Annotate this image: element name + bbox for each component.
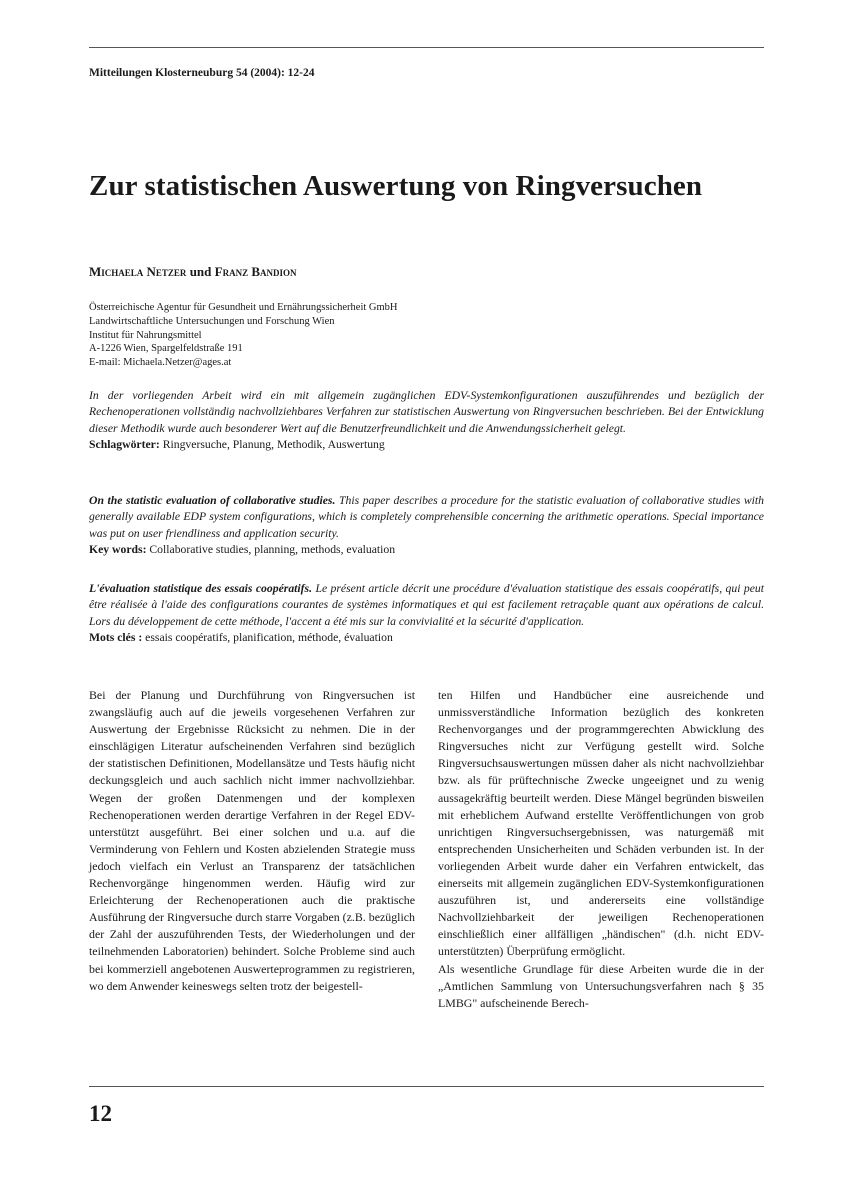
keywords-line bbox=[89, 542, 764, 558]
affiliation-line: Landwirtschaftliche Untersuchungen und Forschung Wien bbox=[89, 315, 335, 327]
affiliation-email: E-mail: Michaela.Netzer@ages.at bbox=[89, 357, 232, 369]
paper-title: Zur statistischen Auswertung von Ringversuchen bbox=[89, 170, 703, 202]
abstract-german bbox=[89, 388, 764, 453]
keywords-line bbox=[89, 630, 764, 646]
body-column-left bbox=[89, 687, 415, 995]
keywords-text: essais coopératifs, planification, méthode, évaluation bbox=[145, 630, 393, 644]
abstract-text: This paper describes a procedure for the statistic evaluation of collaborative studies with generally available EDP system configurations, which is completely comprehensible concerning the arithmetic operations. Special importance was put on user friendliness and application security. bbox=[89, 494, 765, 540]
keywords-label: Schlagwörter: bbox=[89, 437, 160, 451]
abstract-english bbox=[89, 493, 764, 558]
body-paragraph: Bei der Planung und Durchführung von Ringversuchen ist zwangsläufig auch auf die jeweils vorgesehenen Verfahren zur Auswertung der Ergebnisse Rücksicht zu nehmen. Die in der einschlägigen Literatur aufscheinenden Verfahren sind bezüglich der statistischen Definitionen, Modellansätze und Tests häufig nicht deckungsgleich und auch sachlich nicht immer nachvollziehbar. Wegen der großen Datenmengen und der komplexen Rechenoperationen werden derartige Verfahren in der Regel EDV-unterstützt ausgeführt. Bei einer solchen und u.a. auf die Verminderung von Fehlern und Kosten abzielenden Strategie muss jedoch vielfach ein Verlust an Transparenz der tatsächlichen Rechenvorgänge hingenommen werden. Häufig wird zur Erleichterung der Rechenoperationen auch die praktische Ausführung der Ringversuche durch starre Vorgaben (z.B. bezüglich der Zahl der auszuführenden Tests, der Wiederholungen und der teilnehmenden Laboratorien) behindert. Solche Probleme sind auch bei kommerziell angebotenen Auswerteprogrammen zu registrieren, wo dem Anwender keineswegs selten trotz der beigestell- bbox=[89, 688, 415, 993]
abstract-text: Le présent article décrit une procédure d'évaluation statistique des essais coopératifs, qui peut être réalisée à l'aide des configurations courantes de systèmes informatiques et qui est facilement retraçable quant aux opérations de calcul. Lors du développement de cette méthode, l'accent a été mis sur la convivialité et la sécurité d'application. bbox=[89, 582, 764, 628]
author-line bbox=[89, 264, 297, 280]
affiliation-line: A-1226 Wien, Spargelfeldstraße 191 bbox=[89, 343, 243, 355]
affiliation-block bbox=[89, 301, 398, 370]
page-number: 12 bbox=[89, 1101, 112, 1126]
keywords-text: Collaborative studies, planning, methods, evaluation bbox=[149, 542, 396, 556]
affiliation-line: Österreichische Agentur für Gesundheit und Ernährungssicherheit GmbH bbox=[89, 302, 398, 313]
affiliation-line: Institut für Nahrungsmittel bbox=[89, 329, 202, 341]
abstract-paragraph bbox=[89, 493, 764, 542]
keywords-label: Key words: bbox=[89, 542, 147, 556]
body-paragraph: ten Hilfen und Handbücher eine ausreichende und unmissverständliche Information bezüglich des konkreten Rechenvorganges und der programmgerechten Abwicklung des Ringversuches nicht zur Verfügung gestellt wird. Solche Ringversuchsauswertungen müssen daher als nicht nachvollziehbar bzw. als für prüftechnische Zwecke ungeeignet und zu wenig aussagekräftig beurteilt werden. Diese Mängel begründen bisweilen mit erheblichem Aufwand erstellte Veröffentlichungen von grob unrichtigen Ringversuchsergebnissen, was naturgemäß mit entsprechenden Unsicherheiten und Schäden verbunden ist. In der vorliegenden Arbeit wurde daher ein Verfahren entwickelt, das einerseits mit allgemein zugänglichen EDV-Systemkonfigurationen auszuführen ist, und andererseits eine vollständige Nachvollziehbarkeit der jeweiligen Rechenoperationen einschließlich einer allfälligen „händischen" (d.h. nicht EDV-unterstützten) Überprüfung ermöglicht. bbox=[438, 688, 764, 959]
header-rule bbox=[89, 47, 764, 48]
body-paragraph: Als wesentliche Grundlage für diese Arbeiten wurde die in der „Amtlichen Sammlung von Untersuchungsverfahren nach § 35 LMBG" aufscheinende Berech- bbox=[438, 961, 764, 1010]
journal-reference: Mitteilungen Klosterneuburg 54 (2004): 12-24 bbox=[89, 67, 315, 79]
author-name: Franz Bandion bbox=[214, 264, 297, 279]
author-connector: und bbox=[189, 264, 212, 279]
keywords-label: Mots clés : bbox=[89, 630, 143, 644]
keywords-line bbox=[89, 437, 764, 453]
abstract-french bbox=[89, 581, 764, 646]
keywords-text: Ringversuche, Planung, Methodik, Auswertung bbox=[162, 437, 385, 451]
body-column-right bbox=[438, 687, 764, 1012]
footer-rule bbox=[89, 1086, 764, 1087]
abstract-paragraph bbox=[89, 581, 764, 630]
author-name: Michaela Netzer bbox=[89, 264, 187, 279]
abstract-heading: L'évaluation statistique des essais coopératifs. bbox=[89, 582, 313, 595]
abstract-text: In der vorliegenden Arbeit wird ein mit allgemein zugänglichen EDV-Systemkonfigurationen auszuführendes und bezüglich der Rechenoperationen vollständig nachvollziehbares Verfahren zur statistischen Auswertung von Ringversuchen beschrieben. Bei der Entwicklung dieser Methodik wurde auch besonderer Wert auf die Benutzerfreundlichkeit und die Anwendungssicherheit gelegt. bbox=[89, 389, 764, 435]
abstract-heading: On the statistic evaluation of collaborative studies. bbox=[89, 494, 336, 507]
